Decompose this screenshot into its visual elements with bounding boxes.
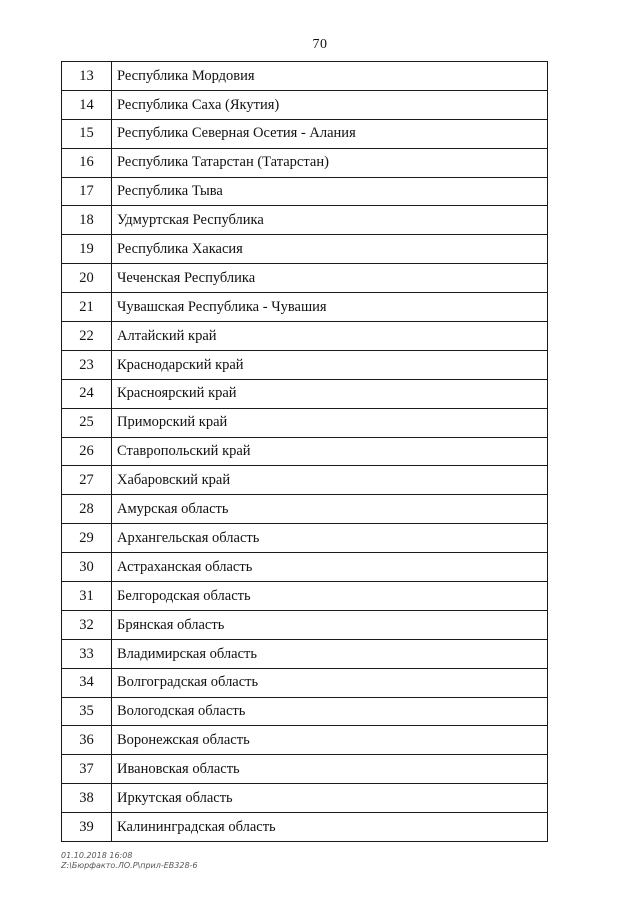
region-name-cell: Красноярский край: [112, 379, 548, 408]
row-number-cell: 19: [62, 235, 112, 264]
row-number-cell: 30: [62, 553, 112, 582]
footer-file-path: Z:\Бюрфакто.ЛО.Р\прил-ЕВ328-6: [61, 861, 198, 870]
row-number-cell: 36: [62, 726, 112, 755]
row-number-cell: 32: [62, 610, 112, 639]
region-name-cell: Ивановская область: [112, 755, 548, 784]
row-number-cell: 31: [62, 582, 112, 611]
region-name-cell: Волгоградская область: [112, 668, 548, 697]
row-number-cell: 35: [62, 697, 112, 726]
table-row: [62, 813, 548, 842]
row-number-cell: 37: [62, 755, 112, 784]
region-name-cell: Республика Татарстан (Татарстан): [112, 148, 548, 177]
region-name-cell: Иркутская область: [112, 784, 548, 813]
regions-table: [61, 61, 548, 842]
region-name-cell: Чеченская Республика: [112, 264, 548, 293]
row-number-cell: 14: [62, 90, 112, 119]
table-row: [62, 553, 548, 582]
row-number-cell: 39: [62, 813, 112, 842]
table-row: [62, 610, 548, 639]
row-number-cell: 29: [62, 524, 112, 553]
row-number-cell: 24: [62, 379, 112, 408]
region-name-cell: Амурская область: [112, 495, 548, 524]
region-name-cell: Вологодская область: [112, 697, 548, 726]
table-row: [62, 206, 548, 235]
table-row: [62, 177, 548, 206]
table-row: [62, 524, 548, 553]
region-name-cell: Калининградская область: [112, 813, 548, 842]
table-row: [62, 264, 548, 293]
region-name-cell: Краснодарский край: [112, 350, 548, 379]
region-name-cell: Республика Северная Осетия - Алания: [112, 119, 548, 148]
regions-table-body: [62, 62, 548, 842]
region-name-cell: Воронежская область: [112, 726, 548, 755]
table-row: [62, 235, 548, 264]
row-number-cell: 13: [62, 62, 112, 91]
region-name-cell: Астраханская область: [112, 553, 548, 582]
row-number-cell: 22: [62, 322, 112, 351]
table-row: [62, 379, 548, 408]
table-row: [62, 90, 548, 119]
row-number-cell: 21: [62, 293, 112, 322]
region-name-cell: Приморский край: [112, 408, 548, 437]
region-name-cell: Республика Хакасия: [112, 235, 548, 264]
region-name-cell: Владимирская область: [112, 639, 548, 668]
row-number-cell: 17: [62, 177, 112, 206]
row-number-cell: 26: [62, 437, 112, 466]
region-name-cell: Алтайский край: [112, 322, 548, 351]
region-name-cell: Белгородская область: [112, 582, 548, 611]
region-name-cell: Брянская область: [112, 610, 548, 639]
table-row: [62, 668, 548, 697]
row-number-cell: 15: [62, 119, 112, 148]
row-number-cell: 18: [62, 206, 112, 235]
region-name-cell: Архангельская область: [112, 524, 548, 553]
row-number-cell: 20: [62, 264, 112, 293]
row-number-cell: 28: [62, 495, 112, 524]
table-row: [62, 119, 548, 148]
region-name-cell: Чувашская Республика - Чувашия: [112, 293, 548, 322]
row-number-cell: 38: [62, 784, 112, 813]
region-name-cell: Хабаровский край: [112, 466, 548, 495]
table-row: [62, 697, 548, 726]
table-row: [62, 437, 548, 466]
row-number-cell: 25: [62, 408, 112, 437]
table-row: [62, 495, 548, 524]
table-row: [62, 322, 548, 351]
row-number-cell: 16: [62, 148, 112, 177]
footer-timestamp: 01.10.2018 16:08: [61, 851, 133, 860]
row-number-cell: 23: [62, 350, 112, 379]
region-name-cell: Республика Саха (Якутия): [112, 90, 548, 119]
page-number: 70: [312, 37, 328, 52]
table-row: [62, 148, 548, 177]
table-row: [62, 466, 548, 495]
table-row: [62, 350, 548, 379]
table-row: [62, 582, 548, 611]
table-row: [62, 293, 548, 322]
table-row: [62, 784, 548, 813]
row-number-cell: 34: [62, 668, 112, 697]
region-name-cell: Республика Тыва: [112, 177, 548, 206]
table-row: [62, 62, 548, 91]
region-name-cell: Удмуртская Республика: [112, 206, 548, 235]
region-name-cell: Республика Мордовия: [112, 62, 548, 91]
region-name-cell: Ставропольский край: [112, 437, 548, 466]
table-row: [62, 639, 548, 668]
table-row: [62, 755, 548, 784]
row-number-cell: 27: [62, 466, 112, 495]
table-row: [62, 726, 548, 755]
document-footer: [61, 851, 198, 871]
table-row: [62, 408, 548, 437]
row-number-cell: 33: [62, 639, 112, 668]
